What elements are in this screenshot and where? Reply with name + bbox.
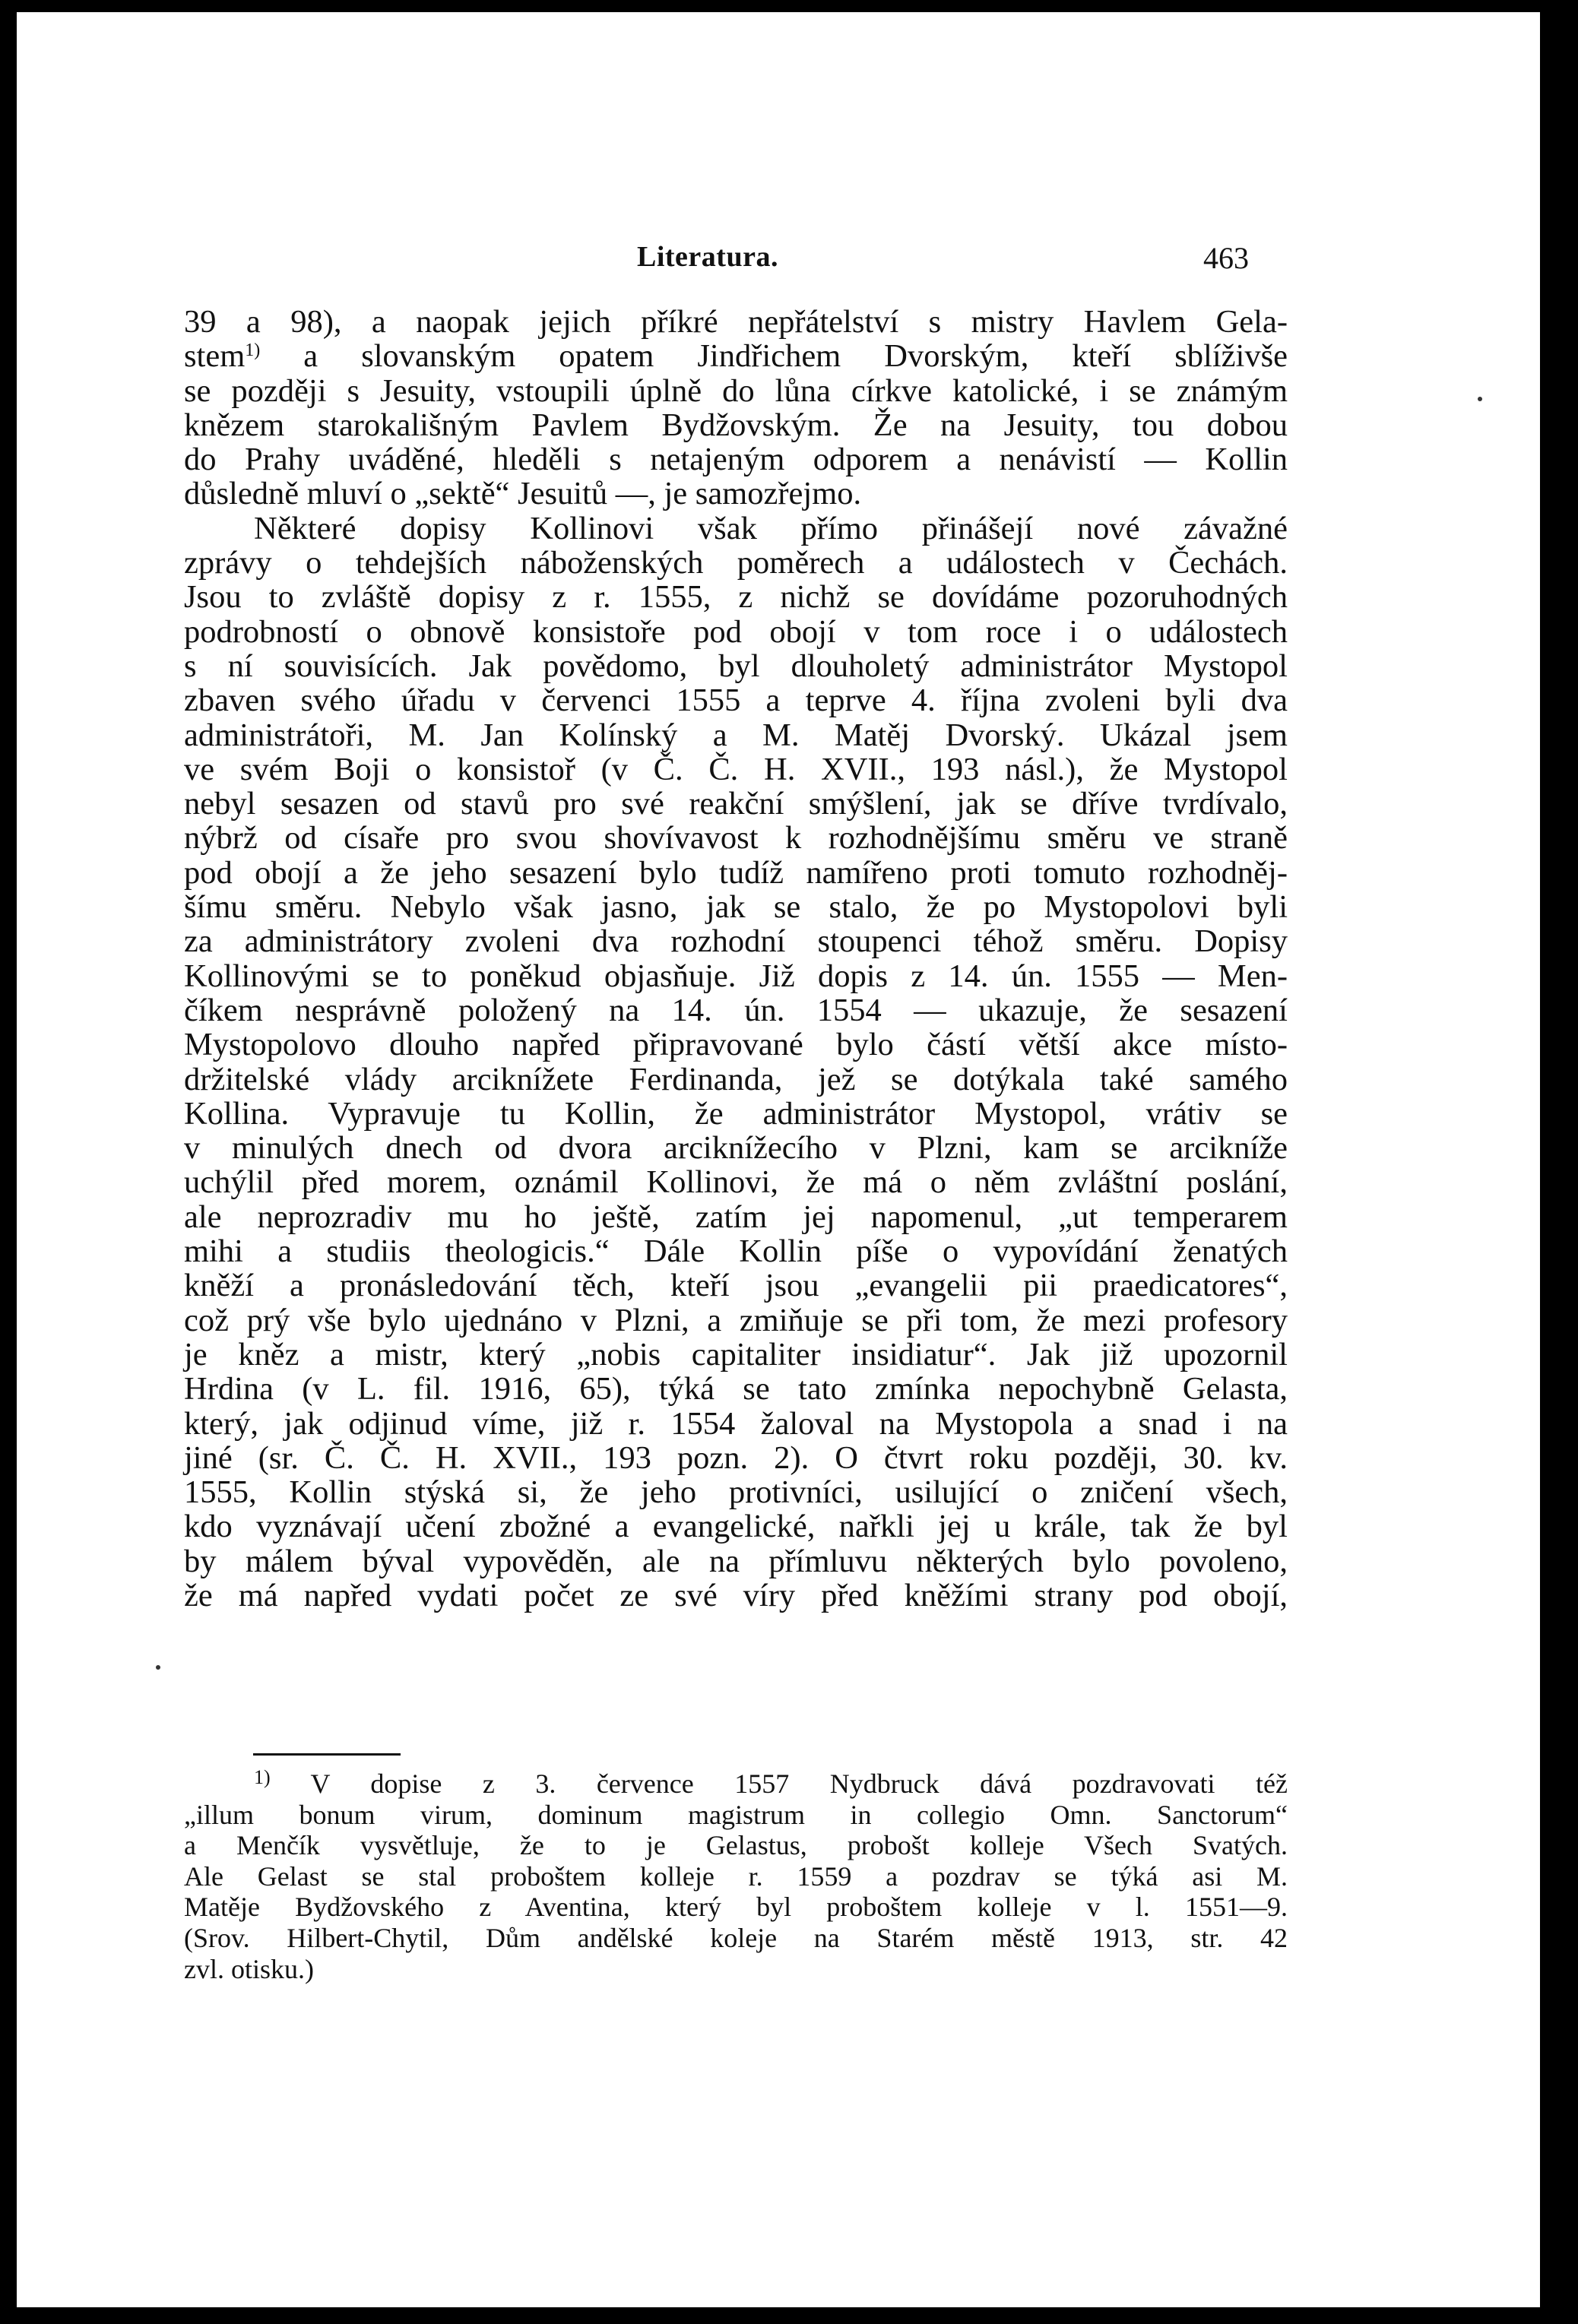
text-line: uchýlil před morem, oznámil Kollinovi, že má o něm zvláštní poslání, bbox=[184, 1164, 1288, 1201]
text-line: nýbrž od císaře pro svou shovívavost k rozhodnějšímu směru ve straně bbox=[184, 820, 1288, 856]
text-line: podrobností o obnově konsistoře pod obojí v tom roce i o událostech bbox=[184, 613, 1288, 650]
footnote-line: „illum bonum virum, dominum magistrum in collegio Omn. Sanctorum“ bbox=[184, 1799, 1288, 1830]
text-line: ve svém Boji o konsistoř (v Č. Č. H. XVII., 193 násl.), že Mystopol bbox=[184, 751, 1288, 787]
text-line: důsledně mluví o „sektě“ Jesuitů —, je samozřejmo. bbox=[184, 476, 862, 512]
body-text bbox=[184, 305, 1288, 1613]
text-line: šímu směru. Nebylo však jasno, jak se stalo, že po Mystopolovi byli bbox=[184, 889, 1288, 926]
running-title: Literatura. bbox=[637, 241, 778, 273]
text-fragment: V dopise z 3. července 1557 Nydbruck dává pozdravovati též bbox=[270, 1768, 1288, 1799]
footnote-line bbox=[184, 1768, 1288, 1800]
text-line: 39 a 98), a naopak jejich příkré nepřátelství s mistry Havlem Gela- bbox=[184, 304, 1288, 340]
footnote-divider bbox=[253, 1753, 401, 1756]
text-line: Hrdina (v L. fil. 1916, 65), týká se tato zmínka nepochybně Gelasta, bbox=[184, 1371, 1288, 1407]
text-line: což prý vše bylo ujednáno v Plzni, a zmiňuje se při tom, že mezi profesory bbox=[184, 1302, 1288, 1338]
text-line: který, jak odjinud víme, již r. 1554 žaloval na Mystopola a snad i na bbox=[184, 1405, 1288, 1442]
text-line: by málem býval vypověděn, ale na přímluvu některých bylo povoleno, bbox=[184, 1543, 1288, 1579]
text-fragment: a slovanským opatem Jindřichem Dvorským, kteří sblíživše bbox=[260, 338, 1288, 375]
text-line: Kollina. Vypravuje tu Kollin, že administrátor Mystopol, vrátiv se bbox=[184, 1095, 1288, 1132]
text-line: zbaven svého úřadu v červenci 1555 a teprve 4. října zvoleni byli dva bbox=[184, 682, 1288, 719]
text-line: v minulých dnech od dvora arciknížecího v Plzni, kam se arcikníže bbox=[184, 1130, 1288, 1167]
text-line: že má napřed vydati počet ze své víry před kněžími strany pod obojí, bbox=[184, 1577, 1288, 1613]
paragraph-first-line: Některé dopisy Kollinovi však přímo přinášejí nové závažné bbox=[254, 510, 1288, 546]
text-line: do Prahy uváděné, hleděli s netajeným odporem a nenávistí — Kollin bbox=[184, 442, 1288, 478]
text-line: mihi a studiis theologicis.“ Dále Kollin píše o vypovídání ženatých bbox=[184, 1233, 1288, 1270]
text-line: se později s Jesuity, vstoupili úplně do lůna církve katolické, i se známým bbox=[184, 372, 1288, 409]
text-fragment: stem bbox=[184, 338, 246, 375]
text-line: držitelské vlády arciknížete Ferdinanda, jež se dotýkala také samého bbox=[184, 1061, 1288, 1097]
text-line: za administrátory zvoleni dva rozhodní stoupenci téhož směru. Dopisy bbox=[184, 923, 1288, 960]
text-line: nebyl sesazen od stavů pro své reakční smýšlení, jak se dříve tvrdívalo, bbox=[184, 786, 1288, 822]
footnote-reference: 1) bbox=[245, 340, 261, 361]
text-line: zprávy o tehdejších náboženských poměrech a událostech v Čechách. bbox=[184, 545, 1288, 581]
text-line: pod obojí a že jeho sesazení bylo tudíž namířeno proti tomuto rozhodněj- bbox=[184, 854, 1288, 891]
text-line: číkem nesprávně položený na 14. ún. 1554 — ukazuje, že sesazení bbox=[184, 992, 1288, 1028]
text-line: jiné (sr. Č. Č. H. XVII., 193 pozn. 2). O čtvrt roku později, 30. kv. bbox=[184, 1439, 1288, 1476]
text-line: Kollinovými se to poněkud objasňuje. Již dopis z 14. ún. 1555 — Men- bbox=[184, 958, 1288, 994]
text-line: Mystopolovo dlouho napřed připravované bylo částí větší akce místo- bbox=[184, 1027, 1288, 1063]
text-line: s ní souvisících. Jak povědomo, byl dlouholetý administrátor Mystopol bbox=[184, 647, 1288, 684]
footnote-line: (Srov. Hilbert-Chytil, Dům andělské koleje na Starém městě 1913, str. 42 bbox=[184, 1922, 1288, 1953]
text-line: kdo vyznávají učení zbožné a evangelické, nařkli jej u krále, tak že byl bbox=[184, 1509, 1288, 1545]
footnote-mark: 1) bbox=[254, 1766, 271, 1788]
footnote-line: a Menčík vysvětluje, že to je Gelastus, probošt kolleje Všech Svatých. bbox=[184, 1830, 1288, 1861]
text-line: 1555, Kollin stýská si, že jeho protivníci, usilující o zničení všech, bbox=[184, 1474, 1288, 1511]
text-line: je kněz a mistr, který „nobis capitaliter insidiatur“. Jak již upozornil bbox=[184, 1336, 1288, 1373]
footnote bbox=[184, 1768, 1288, 1984]
footnote-line: Matěje Bydžovského z Aventina, který byl proboštem kolleje v l. 1551—9. bbox=[184, 1892, 1288, 1923]
text-line: knězem starokališným Pavlem Bydžovským. Že na Jesuity, tou dobou bbox=[184, 407, 1288, 443]
text-line: Jsou to zvláště dopisy z r. 1555, z nichž se dovídáme pozoruhodných bbox=[184, 579, 1288, 616]
text-line: kněží a pronásledování těch, kteří jsou „evangelii pii praedicatores“, bbox=[184, 1268, 1288, 1304]
footnote-line: Ale Gelast se stal proboštem kolleje r. 1559 a pozdrav se týká asi M. bbox=[184, 1860, 1288, 1892]
scan-speck bbox=[1478, 397, 1482, 401]
scan-speck bbox=[156, 1665, 160, 1670]
text-line bbox=[184, 339, 1288, 373]
footnote-line: zvl. otisku.) bbox=[184, 1953, 314, 1984]
text-line: administrátoři, M. Jan Kolínský a M. Matěj Dvorský. Ukázal jsem bbox=[184, 717, 1288, 753]
text-line: ale neprozradiv mu ho ještě, zatím jej napomenul, „ut temperarem bbox=[184, 1198, 1288, 1235]
page-number: 463 bbox=[1203, 241, 1249, 275]
